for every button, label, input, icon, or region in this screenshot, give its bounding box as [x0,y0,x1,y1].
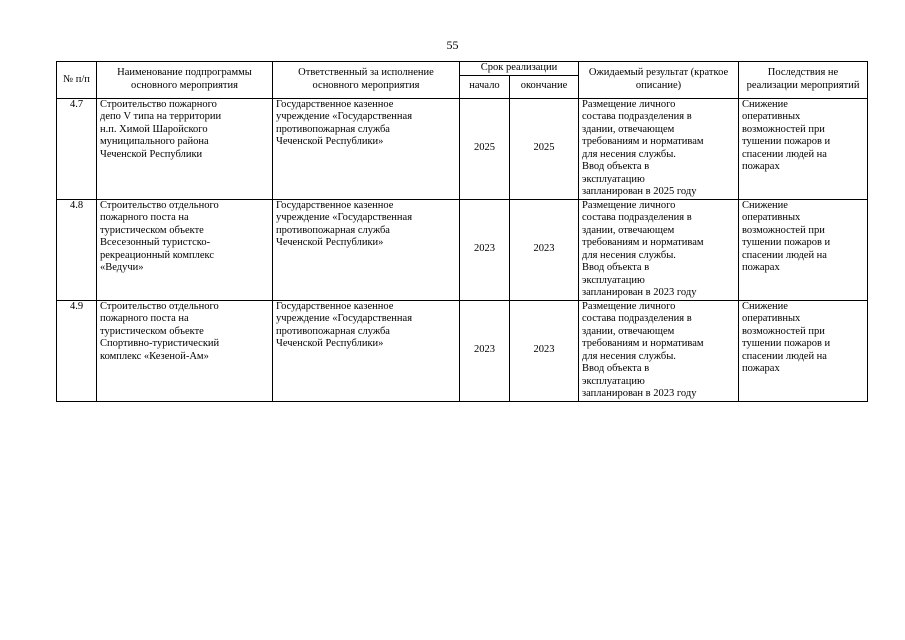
row-start: 2023 [460,300,510,401]
row-consequences: Снижение оперативных возможностей при тушении пожаров и спасении людей на пожарах [739,300,868,401]
row-expected: Размещение личного состава подразделения в здании, отвечающем требованиям и нормативам для несения службы. Ввод объекта в эксплуатацию запланирован в 2025 году [579,98,739,199]
page-number: 55 [446,38,459,52]
row-start: 2025 [460,98,510,199]
table-row [57,199,868,300]
header-name: Наименование подпрограммы основного мероприятия [97,62,273,99]
row-num: 4.7 [57,98,97,199]
row-responsible: Государственное казенное учреждение «Государственная противопожарная служба Чеченской Республики» [273,300,460,401]
row-consequences: Снижение оперативных возможностей при тушении пожаров и спасении людей на пожарах [739,199,868,300]
header-period: Срок реализации [460,62,579,76]
row-start: 2023 [460,199,510,300]
header-row [57,62,868,76]
row-num: 4.8 [57,199,97,300]
table-row [57,300,868,401]
header-start: начало [460,75,510,98]
row-responsible: Государственное казенное учреждение «Государственная противопожарная служба Чеченской Республики» [273,98,460,199]
row-name: Строительство отдельного пожарного поста на туристическом объекте Всесезонный туристско- рекреационный комплекс «Ведучи» [97,199,273,300]
header-end: окончание [510,75,579,98]
row-end: 2023 [510,300,579,401]
row-expected: Размещение личного состава подразделения в здании, отвечающем требованиям и нормативам для несения службы. Ввод объекта в эксплуатацию запланирован в 2023 году [579,300,739,401]
header-responsible: Ответственный за исполнение основного мероприятия [273,62,460,99]
row-consequences: Снижение оперативных возможностей при тушении пожаров и спасении людей на пожарах [739,98,868,199]
row-num: 4.9 [57,300,97,401]
table-row [57,98,868,199]
row-end: 2025 [510,98,579,199]
row-expected: Размещение личного состава подразделения в здании, отвечающем требованиям и нормативам для несения службы. Ввод объекта в эксплуатацию запланирован в 2023 году [579,199,739,300]
row-end: 2023 [510,199,579,300]
header-consequences: Последствия не реализации мероприятий [739,62,868,99]
header-expected: Ожидаемый результат (краткое описание) [579,62,739,99]
row-responsible: Государственное казенное учреждение «Государственная противопожарная служба Чеченской Республики» [273,199,460,300]
row-name: Строительство пожарного депо V типа на территории н.п. Химой Шаройского муниципального района Чеченской Республики [97,98,273,199]
row-name: Строительство отдельного пожарного поста на туристическом объекте Спортивно-туристический комплекс «Кезеной-Ам» [97,300,273,401]
measures-table [56,61,868,402]
header-num: № п/п [57,62,97,99]
